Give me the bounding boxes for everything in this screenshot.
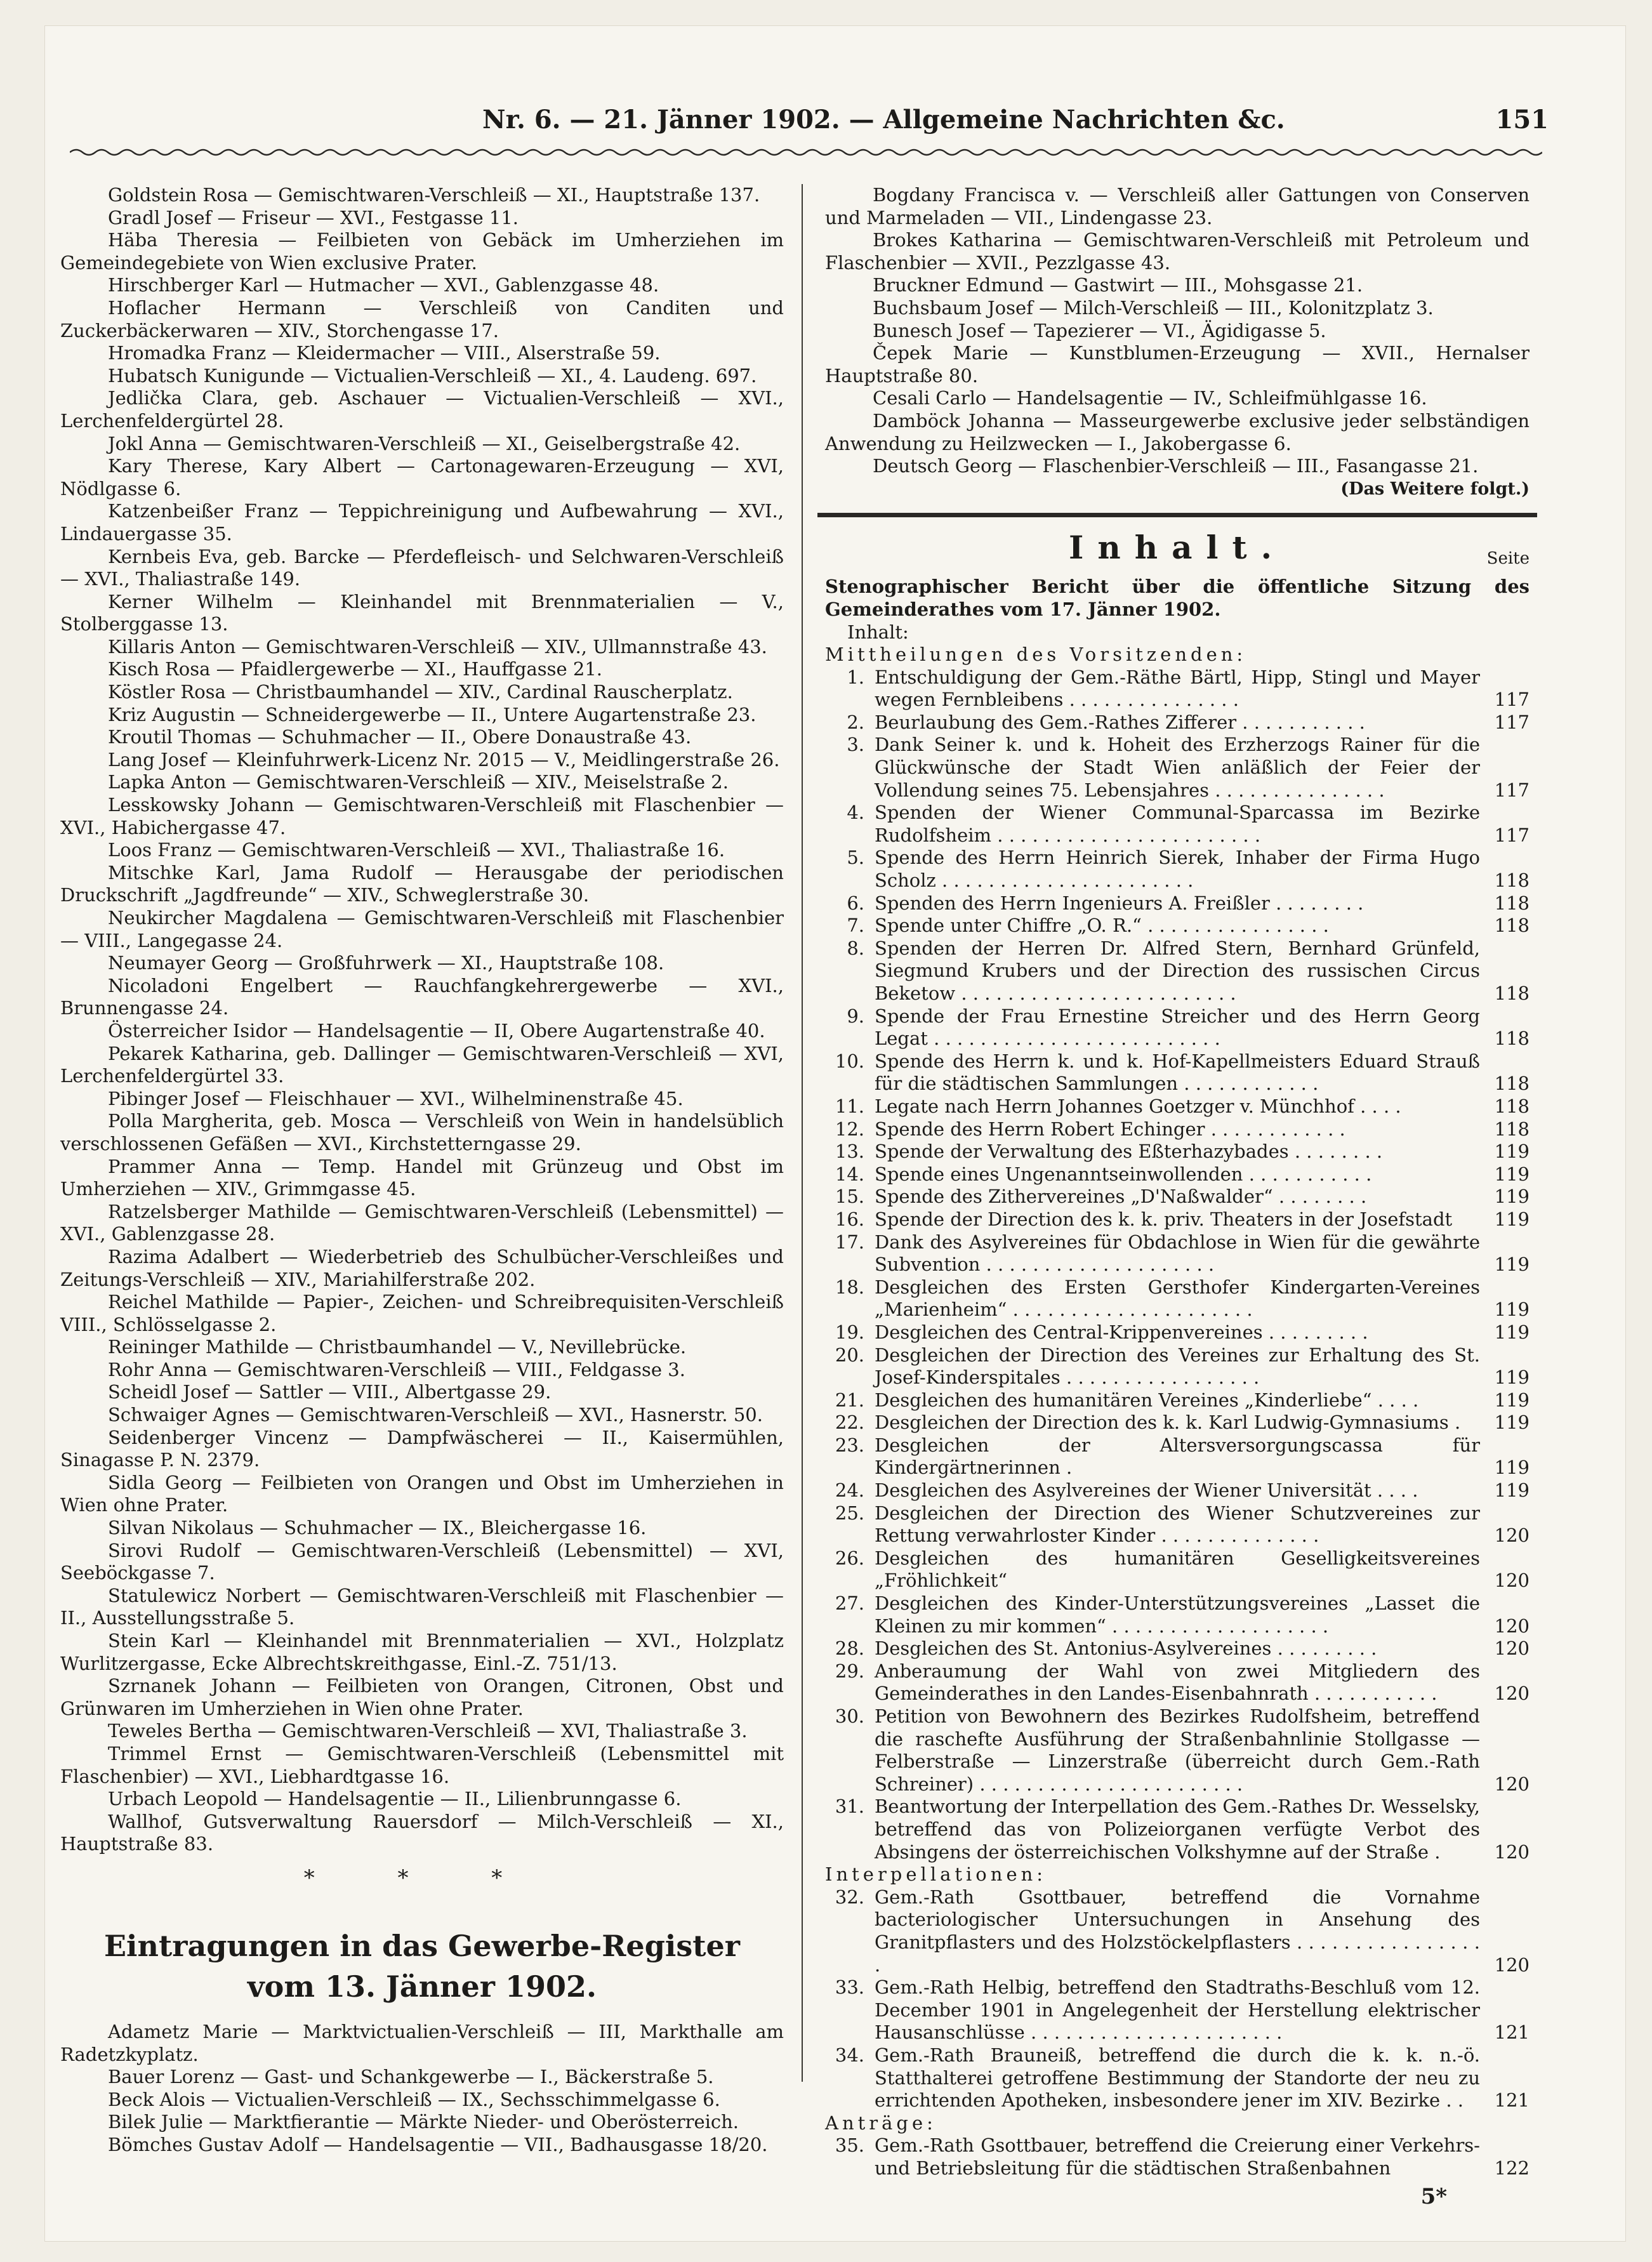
toc-item-text: Desgleichen des Kinder-Unterstützungsvereines „Lasset die Kleinen zu mir kommen“ . . . . . . . . . . . . . . . . . . . (875, 1592, 1480, 1637)
toc-item-number: 11. (835, 1095, 864, 1117)
toc-item (825, 1050, 1530, 1095)
toc-item-page: 120 (1494, 1615, 1530, 1637)
page-number: 151 (1495, 105, 1549, 135)
toc-item-page: 119 (1494, 1299, 1530, 1321)
register-title-line1: Eintragungen in das Gewerbe-Register (104, 1928, 740, 1963)
toc-item-page: 119 (1494, 1321, 1530, 1343)
toc-item (825, 1389, 1530, 1412)
toc-item-number: 32. (835, 1886, 864, 1908)
toc-item-page: 119 (1494, 1412, 1530, 1434)
toc-list-antraege (825, 2134, 1530, 2179)
list-item: Jedlička Clara, geb. Aschauer — Victualien-Verschleiß — XVI., Lerchenfeldergürtel 28. (60, 387, 784, 432)
toc-item (825, 1660, 1530, 1705)
toc-item-page: 117 (1494, 711, 1530, 733)
right-column (825, 184, 1530, 2209)
list-item: Lang Josef — Kleinfuhrwerk-Licenz Nr. 2015 — V., Meidlingerstraße 26. (108, 748, 780, 771)
toc-item-text: Legate nach Herrn Johannes Goetzger v. Münchhof . . . . (875, 1095, 1401, 1117)
list-item: Mitschke Karl, Jama Rudolf — Herausgabe der periodischen Druckschrift „Jagdfreunde“ — XIV., Schweglerstraße 30. (60, 861, 784, 906)
list-item: Goldstein Rosa — Gemischtwaren-Verschleiß — XI., Hauptstraße 137. (108, 184, 760, 206)
column-divider (802, 184, 803, 2082)
list-item: Cesali Carlo — Handelsagentie — IV., Schleifmühlgasse 16. (873, 387, 1427, 409)
toc-item-text: Spende des Zithervereines „D'Naßwalder“ . . . . . . . . (875, 1186, 1367, 1208)
toc-item-number: 27. (835, 1592, 864, 1615)
toc-item-text: Gem.-Rath Gsottbauer, betreffend die Creierung einer Verkehrs- und Betriebsleitung für die städtischen Straßenbahnen (875, 2134, 1480, 2179)
toc-item-page: 119 (1494, 1208, 1530, 1230)
toc-item (825, 1412, 1530, 1434)
list-item: Loos Franz — Gemischtwaren-Verschleiß — XVI., Thaliastraße 16. (108, 839, 725, 861)
toc-item (825, 2134, 1530, 2179)
toc-item-text: Spenden der Wiener Communal-Sparcassa im Bezirke Rudolfsheim . . . . . . . . . . . . . . . . . . . . . . . (875, 802, 1480, 846)
list-item: Urbach Leopold — Handelsagentie — II., Lilienbrunngasse 6. (108, 1788, 682, 1810)
list-item: Bauer Lorenz — Gast- und Schankgewerbe — I., Bäckerstraße 5. (108, 2066, 714, 2088)
toc-item-number: 9. (847, 1005, 864, 1027)
toc-item (825, 1163, 1530, 1186)
toc-item (825, 666, 1530, 711)
list-item: Silvan Nikolaus — Schuhmacher — IX., Bleichergasse 16. (108, 1517, 647, 1539)
list-item: Gradl Josef — Friseur — XVI., Festgasse 11. (108, 206, 519, 228)
toc-list-mittheilungen (825, 666, 1530, 1863)
list-item: Hromadka Franz — Kleidermacher — VIII., Alserstraße 59. (108, 342, 661, 364)
toc-item-number: 20. (835, 1344, 864, 1366)
toc-item-number: 29. (835, 1660, 864, 1682)
list-item: Statulewicz Norbert — Gemischtwaren-Verschleiß mit Flaschenbier — II., Ausstellungsstraße 5. (60, 1584, 784, 1629)
toc-item-page: 120 (1494, 1637, 1530, 1660)
toc-item-number: 18. (835, 1276, 864, 1298)
toc-item (825, 1886, 1530, 1976)
toc-item-text: Petition von Bewohnern des Bezirkes Rudolfsheim, betreffend die raschefte Ausführung der Straßenbahnlinie Stollgasse — Felberstraße — Linzerstraße (überreicht durch Gem.-Rath Schreiner) . . . . . . . . . . . . . . . . . . . . . . . (875, 1705, 1480, 1795)
list-item: Buchsbaum Josef — Milch-Verschleiß — III., Kolonitzplatz 3. (873, 296, 1434, 319)
list-item: Szrnanek Johann — Feilbieten von Orangen, Citronen, Obst und Grünwaren im Umherziehen in Wien ohne Prater. (60, 1675, 784, 1719)
list-item: Rohr Anna — Gemischtwaren-Verschleiß — VIII., Feldgasse 3. (108, 1358, 685, 1380)
list-item: Katzenbeißer Franz — Teppichreinigung und Aufbewahrung — XVI., Lindauergasse 35. (60, 500, 784, 545)
page-signature: 5* (1420, 2184, 1447, 2210)
toc-heading-row (825, 529, 1530, 576)
toc-item (825, 711, 1530, 734)
list-item: Deutsch Georg — Flaschenbier-Verschleiß — III., Fasangasse 21. (873, 455, 1479, 477)
list-item: Bömches Gustav Adolf — Handelsagentie — VII., Badhausgasse 18/20. (108, 2133, 768, 2155)
toc-item-page: 117 (1494, 779, 1530, 801)
list-item: Hoflacher Hermann — Verschleiß von Canditen und Zuckerbäckerwaren — XIV., Storchengasse 17. (60, 296, 784, 341)
list-item: Kisch Rosa — Pfaidlergewerbe — XI., Hauffgasse 21. (108, 658, 603, 680)
toc-item-text: Gem.-Rath Brauneiß, betreffend die durch die k. k. n.-ö. Statthalterei getroffene Bestimmung der Standorte der neu zu errichtenden Apotheken, insbesondere jener im XIV. Bezirke . . (875, 2044, 1480, 2112)
toc-item-page: 118 (1494, 1095, 1530, 1117)
stars-text: * * * (303, 1865, 541, 1891)
toc-item-number: 3. (847, 734, 864, 756)
toc-item-text: Desgleichen des Central-Krippenvereines . . . . . . . . . (875, 1321, 1368, 1343)
list-item: Köstler Rosa — Christbaumhandel — XIV., Cardinal Rauscherplatz. (108, 681, 733, 703)
toc-item-number: 6. (847, 892, 864, 914)
list-item: Neukircher Magdalena — Gemischtwaren-Verschleiß mit Flaschenbier — VIII., Langegasse 24. (60, 907, 784, 951)
toc-item (825, 1231, 1530, 1276)
toc-item-page: 118 (1494, 870, 1530, 892)
toc-item (825, 915, 1530, 937)
toc-title: Inhalt. (1069, 529, 1286, 567)
toc-item-number: 28. (835, 1637, 864, 1660)
toc-item-number: 19. (835, 1321, 864, 1343)
section-rule (817, 513, 1537, 517)
toc-item-text: Desgleichen der Direction des Vereines zur Erhaltung des St. Josef-Kinderspitales . . . . . . . . . . . . . . . . . (875, 1344, 1480, 1389)
toc-item (825, 1344, 1530, 1389)
toc-item-text: Desgleichen der Direction des Wiener Schutzvereines zur Rettung verwahrloster Kinder . . . . . . . . . . . . . . (875, 1502, 1480, 1547)
toc-item-number: 5. (847, 847, 864, 869)
toc-item (825, 1796, 1530, 1863)
toc-item-page: 119 (1494, 1457, 1530, 1479)
list-item: Reininger Mathilde — Christbaumhandel — V., Nevillebrücke. (108, 1336, 687, 1358)
toc-item (825, 1186, 1530, 1208)
list-item: Häba Theresia — Feilbieten von Gebäck im Umherziehen im Gemeindegebiete von Wien exclusive Prater. (60, 229, 784, 274)
decorative-wavy-rule (70, 147, 1542, 157)
toc-item-page: 119 (1494, 1163, 1530, 1185)
toc-item-text: Desgleichen der Altersversorgungscassa für Kindergärtnerinnen . (875, 1434, 1480, 1479)
toc-item (825, 1095, 1530, 1118)
toc-item-page: 118 (1494, 892, 1530, 914)
toc-item-text: Anberaumung der Wahl von zwei Mitgliedern des Gemeinderathes in den Landes-Eisenbahnrath . . . . . . . . . . . (875, 1660, 1480, 1705)
toc-item-page: 118 (1494, 1073, 1530, 1095)
toc-item-page: 117 (1494, 689, 1530, 711)
register-title-line2: vom 13. Jänner 1902. (247, 1969, 597, 2004)
toc-item-text: Gem.-Rath Gsottbauer, betreffend die Vornahme bacteriologischer Untersuchungen in Ansehung des Granitpflasters und des Holzstöckelpflasters . . . . . . . . . . . . . . . . . (875, 1886, 1480, 1976)
list-item: Reichel Mathilde — Papier-, Zeichen- und Schreibrequisiten-Verschleiß VIII., Schlösselgasse 2. (60, 1291, 784, 1335)
toc-item-number: 2. (847, 711, 864, 733)
list-item: Pibinger Josef — Fleischhauer — XVI., Wilhelminenstraße 45. (108, 1087, 684, 1109)
toc-item-text: Desgleichen des Asylvereines der Wiener Universität . . . . (875, 1479, 1418, 1502)
toc-item-text: Beantwortung der Interpellation des Gem.-Rathes Dr. Wesselsky, betreffend das von Polizeiorganen verfügte Verbot des Absingens der österreichischen Volkshymne auf der Straße . (875, 1796, 1480, 1863)
list-item: Seidenberger Vincenz — Dampfwäscherei — II., Kaisermühlen, Sinagasse P. N. 2379. (60, 1426, 784, 1471)
toc-item-number: 22. (835, 1412, 864, 1434)
toc-item (825, 1637, 1530, 1660)
toc-item-number: 17. (835, 1231, 864, 1253)
list-item: Stein Karl — Kleinhandel mit Brennmaterialien — XVI., Holzplatz Wurlitzergasse, Ecke Albrechtskreithgasse, Einl.-Z. 751/13. (60, 1630, 784, 1674)
list-item: Sirovi Rudolf — Gemischtwaren-Verschleiß (Lebensmittel) — XVI, Seeböckgasse 7. (60, 1539, 784, 1584)
toc-item-page: 119 (1494, 1479, 1530, 1502)
toc-item (825, 1479, 1530, 1502)
list-item: Beck Alois — Victualien-Verschleiß — IX., Sechsschimmelgasse 6. (108, 2088, 720, 2110)
list-item: Hirschberger Karl — Hutmacher — XVI., Gablenzgasse 48. (108, 274, 659, 296)
toc-page-label: Seite (1486, 549, 1530, 569)
list-item: Adametz Marie — Marktvictualien-Verschleiß — III, Markthalle am Radetzkyplatz. (60, 2020, 784, 2065)
list-item: Neumayer Georg — Großfuhrwerk — XI., Hauptstraße 108. (108, 952, 664, 974)
toc-item-page: 120 (1494, 1954, 1530, 1976)
toc-item-number: 8. (847, 937, 864, 959)
list-item: Čepek Marie — Kunstblumen-Erzeugung — XVII., Hernalser Hauptstraße 80. (825, 342, 1530, 387)
list-item: Bunesch Josef — Tapezierer — VI., Ägidigasse 5. (873, 319, 1326, 341)
toc-item-page: 122 (1494, 2157, 1530, 2179)
toc-item-page: 121 (1494, 2089, 1530, 2112)
toc-item-number: 30. (835, 1705, 864, 1727)
left-column (60, 184, 784, 2157)
list-item: Pekarek Katharina, geb. Dallinger — Gemischtwaren-Verschleiß — XVI, Lerchenfeldergürtel 33. (60, 1042, 784, 1087)
list-item: Ratzelsberger Mathilde — Gemischtwaren-Verschleiß (Lebensmittel) — XVI., Gablenzgasse 28. (60, 1200, 784, 1245)
toc-item-text: Desgleichen des St. Antonius-Asylvereines . . . . . . . . . (875, 1637, 1377, 1660)
list-item: Killaris Anton — Gemischtwaren-Verschleiß — XIV., Ullmannstraße 43. (108, 635, 767, 658)
toc-item-page: 119 (1494, 1253, 1530, 1276)
toc-item-text: Spende der Frau Ernestine Streicher und des Herrn Georg Legat . . . . . . . . . . . . . . . . . . . . . . . . . (875, 1005, 1480, 1050)
list-item: Österreicher Isidor — Handelsagentie — II, Obere Augartenstraße 40. (108, 1019, 765, 1042)
toc-group-antraege: Anträge: (825, 2112, 937, 2134)
list-item: Nicoladoni Engelbert — Rauchfangkehrergewerbe — XVI., Brunnengasse 24. (60, 974, 784, 1019)
list-item: Prammer Anna — Temp. Handel mit Grünzeug und Obst im Umherziehen — XIV., Grimmgasse 45. (60, 1155, 784, 1200)
toc-item-page: 118 (1494, 915, 1530, 937)
toc-item (825, 1434, 1530, 1479)
list-item: Lapka Anton — Gemischtwaren-Verschleiß — XIV., Meiselstraße 2. (108, 771, 729, 793)
toc-group-mittheilungen: Mittheilungen des Vorsitzenden: (825, 644, 1247, 666)
register-entries-list (60, 2021, 784, 2157)
toc-item (825, 802, 1530, 847)
toc-item-number: 16. (835, 1208, 864, 1230)
toc-item (825, 1976, 1530, 2044)
toc-group-interpellationen: Interpellationen: (825, 1863, 1047, 1886)
list-item: Kriz Augustin — Schneidergewerbe — II., Untere Augartenstraße 23. (108, 703, 757, 725)
toc-item-number: 23. (835, 1434, 864, 1456)
toc-item (825, 1141, 1530, 1163)
list-item: Damböck Johanna — Masseurgewerbe exclusive jeder selbständigen Anwendung zu Heilzwecken — I., Jakobergasse 6. (825, 409, 1530, 454)
toc-item-page: 120 (1494, 1525, 1530, 1547)
toc-item-page: 119 (1494, 1389, 1530, 1411)
toc-item (825, 847, 1530, 892)
list-item: Scheidl Josef — Sattler — VIII., Albertgasse 29. (108, 1381, 552, 1403)
toc-item (825, 1321, 1530, 1344)
toc-list-interpellationen (825, 1886, 1530, 2112)
toc-item-text: Desgleichen des humanitären Vereines „Kinderliebe“ . . . . (875, 1389, 1419, 1411)
toc-item-text: Spende der Direction des k. k. priv. Theaters in der Josefstadt (875, 1208, 1453, 1230)
toc-item-page: 119 (1494, 1366, 1530, 1389)
list-item: Wallhof, Gutsverwaltung Rauersdorf — Milch-Verschleiß — XI., Hauptstraße 83. (60, 1810, 784, 1855)
list-item: Trimmel Ernst — Gemischtwaren-Verschleiß (Lebensmittel mit Flaschenbier) — XVI., Liebhardtgasse 16. (60, 1742, 784, 1787)
toc-item-text: Spenden der Herren Dr. Alfred Stern, Bernhard Grünfeld, Siegmund Krubers und der Direction des russischen Circus Beketow . . . . . . . . . . . . . . . . . . . . . . . . (875, 937, 1480, 1004)
list-item: Bogdany Francisca v. — Verschleiß aller Gattungen von Conserven und Marmeladen — VII., Lindengasse 23. (825, 184, 1530, 228)
list-item: Kerner Wilhelm — Kleinhandel mit Brennmaterialien — V., Stolberggasse 13. (60, 590, 784, 635)
toc-item-text: Spende der Verwaltung des Eßterhazybades . . . . . . . . (875, 1141, 1383, 1163)
list-item: Hubatsch Kunigunde — Victualien-Verschleiß — XI., 4. Laudeng. 697. (108, 364, 757, 387)
toc-item-page: 120 (1494, 1773, 1530, 1795)
toc-item-text: Desgleichen der Direction des k. k. Karl Ludwig-Gymnasiums . (875, 1412, 1461, 1434)
list-item: Schwaiger Agnes — Gemischtwaren-Verschleiß — XVI., Hasnerstr. 50. (108, 1404, 763, 1426)
toc-item (825, 1502, 1530, 1547)
toc-item-number: 25. (835, 1502, 864, 1524)
report-title: Stenographischer Bericht über die öffentliche Sitzung des Gemeinderathes vom 17. Jänner 1902. (825, 576, 1530, 620)
toc-item-page: 118 (1494, 982, 1530, 1004)
toc-item-number: 33. (835, 1976, 864, 1999)
toc-item-number: 31. (835, 1796, 864, 1818)
toc-item-number: 26. (835, 1547, 864, 1569)
toc-item-number: 10. (835, 1050, 864, 1072)
toc-item (825, 1118, 1530, 1141)
list-item: Lesskowsky Johann — Gemischtwaren-Verschleiß mit Flaschenbier — XVI., Habichergasse 47. (60, 794, 784, 838)
toc-item-number: 35. (835, 2134, 864, 2157)
toc-item-text: Dank Seiner k. und k. Hoheit des Erzherzogs Rainer für die Glückwünsche der Stadt Wien anläßlich der Feier der Vollendung seines 75. Lebensjahres . . . . . . . . . . . . . . . (875, 734, 1480, 801)
list-item: Sidla Georg — Feilbieten von Orangen und Obst im Umherziehen in Wien ohne Prater. (60, 1471, 784, 1516)
list-item: Polla Margherita, geb. Mosca — Verschleiß von Wein in handelsüblich verschlossenen Gefäßen — XVI., Kirchstetterngasse 29. (60, 1110, 784, 1154)
toc-item-page: 120 (1494, 1570, 1530, 1592)
page-header (76, 105, 1549, 143)
toc-item-text: Spende des Herrn k. und k. Hof-Kapellmeisters Eduard Strauß für die städtischen Sammlungen . . . . . . . . . . . . (875, 1050, 1480, 1095)
toc-item-page: 120 (1494, 1841, 1530, 1863)
toc-item (825, 734, 1530, 802)
list-item: Bilek Julie — Marktfierantie — Märkte Nieder- und Oberösterreich. (108, 2111, 739, 2133)
toc-item-number: 4. (847, 802, 864, 824)
toc-item-number: 14. (835, 1163, 864, 1185)
toc-item-page: 121 (1494, 2021, 1530, 2044)
register-section-title (60, 1926, 784, 2007)
toc-item-text: Spende des Herrn Robert Echinger . . . . . . . . . . . . (875, 1118, 1345, 1140)
list-item: Razima Adalbert — Wiederbetrieb des Schulbücher-Verschleißes und Zeitungs-Verschleiß — XIV., Mariahilferstraße 202. (60, 1245, 784, 1290)
toc-item (825, 937, 1530, 1005)
toc-item-number: 7. (847, 915, 864, 937)
toc-item-text: Beurlaubung des Gem.-Rathes Zifferer . . . . . . . . . . . (875, 711, 1365, 733)
toc-item-number: 13. (835, 1141, 864, 1163)
toc-item-number: 21. (835, 1389, 864, 1411)
toc-item-page: 117 (1494, 824, 1530, 846)
toc-item-text: Desgleichen des Ersten Gersthofer Kindergarten-Vereines „Marienheim“ . . . . . . . . . . . . . . . . . . . . . (875, 1276, 1480, 1321)
toc-item-page: 119 (1494, 1186, 1530, 1208)
toc-item-number: 34. (835, 2044, 864, 2066)
list-item: Kary Therese, Kary Albert — Cartonagewaren-Erzeugung — XVI, Nödlgasse 6. (60, 455, 784, 499)
toc-item (825, 1208, 1530, 1231)
list-item: Bruckner Edmund — Gastwirt — III., Mohsgasse 21. (873, 274, 1363, 296)
continued-note: (Das Weitere folgt.) (1340, 479, 1530, 499)
inhalt-label: Inhalt: (847, 621, 909, 643)
list-item: Brokes Katharina — Gemischtwaren-Verschleiß mit Petroleum und Flaschenbier — XVII., Pezzlgasse 43. (825, 229, 1530, 274)
toc-item (825, 1005, 1530, 1050)
list-item: Jokl Anna — Gemischtwaren-Verschleiß — XI., Geiselbergstraße 42. (108, 432, 741, 454)
trade-entries-list (60, 184, 784, 1856)
toc-item-page: 118 (1494, 1118, 1530, 1140)
toc-item-page: 118 (1494, 1028, 1530, 1050)
toc-item-number: 1. (847, 666, 864, 688)
toc-item-text: Gem.-Rath Helbig, betreffend den Stadtraths-Beschluß vom 12. December 1901 in Angelegenheit der Herstellung elektrischer Hausanschlüsse . . . . . . . . . . . . . . . . . . . . . . (875, 1976, 1480, 2044)
toc-item-number: 15. (835, 1186, 864, 1208)
toc-item (825, 1276, 1530, 1321)
toc-item-text: Desgleichen des humanitären Geselligkeitsvereines „Fröhlichkeit“ (875, 1547, 1480, 1592)
list-item: Teweles Bertha — Gemischtwaren-Verschleiß — XVI, Thaliastraße 3. (108, 1720, 748, 1742)
toc-item-number: 24. (835, 1479, 864, 1502)
toc-item-page: 120 (1494, 1683, 1530, 1705)
toc-item (825, 1705, 1530, 1796)
section-separator-stars (60, 1867, 784, 1912)
toc-item-text: Entschuldigung der Gem.-Räthe Bärtl, Hipp, Stingl und Mayer wegen Fernbleibens . . . . . . . . . . . . . . . (875, 666, 1480, 711)
toc-item-text: Spende des Herrn Heinrich Sierek, Inhaber der Firma Hugo Scholz . . . . . . . . . . . . . . . . . . . . . . (875, 847, 1480, 892)
toc-item-text: Spende unter Chiffre „O. R.“ . . . . . . . . . . . . . . . . (875, 915, 1329, 937)
list-item: Kroutil Thomas — Schuhmacher — II., Obere Donaustraße 43. (108, 726, 692, 748)
toc-item-number: 12. (835, 1118, 864, 1140)
toc-item-text: Spende eines Ungenanntseinwollenden . . . . . . . . . . . (875, 1163, 1372, 1185)
toc-item (825, 1547, 1530, 1592)
toc-item (825, 1592, 1530, 1637)
running-header: Nr. 6. — 21. Jänner 1902. — Allgemeine Nachrichten &c. (482, 105, 1285, 135)
trade-entries-list-continued (825, 184, 1530, 478)
toc-item (825, 892, 1530, 915)
toc-item (825, 2044, 1530, 2112)
toc-item-page: 119 (1494, 1141, 1530, 1163)
toc-item-text: Dank des Asylvereines für Obdachlose in Wien für die gewährte Subvention . . . . . . . . . . . . . . . . . . . . (875, 1231, 1480, 1276)
list-item: Kernbeis Eva, geb. Barcke — Pferdefleisch- und Selchwaren-Verschleiß — XVI., Thaliastraße 149. (60, 545, 784, 590)
toc-item-text: Spenden des Herrn Ingenieurs A. Freißler . . . . . . . . (875, 892, 1364, 914)
